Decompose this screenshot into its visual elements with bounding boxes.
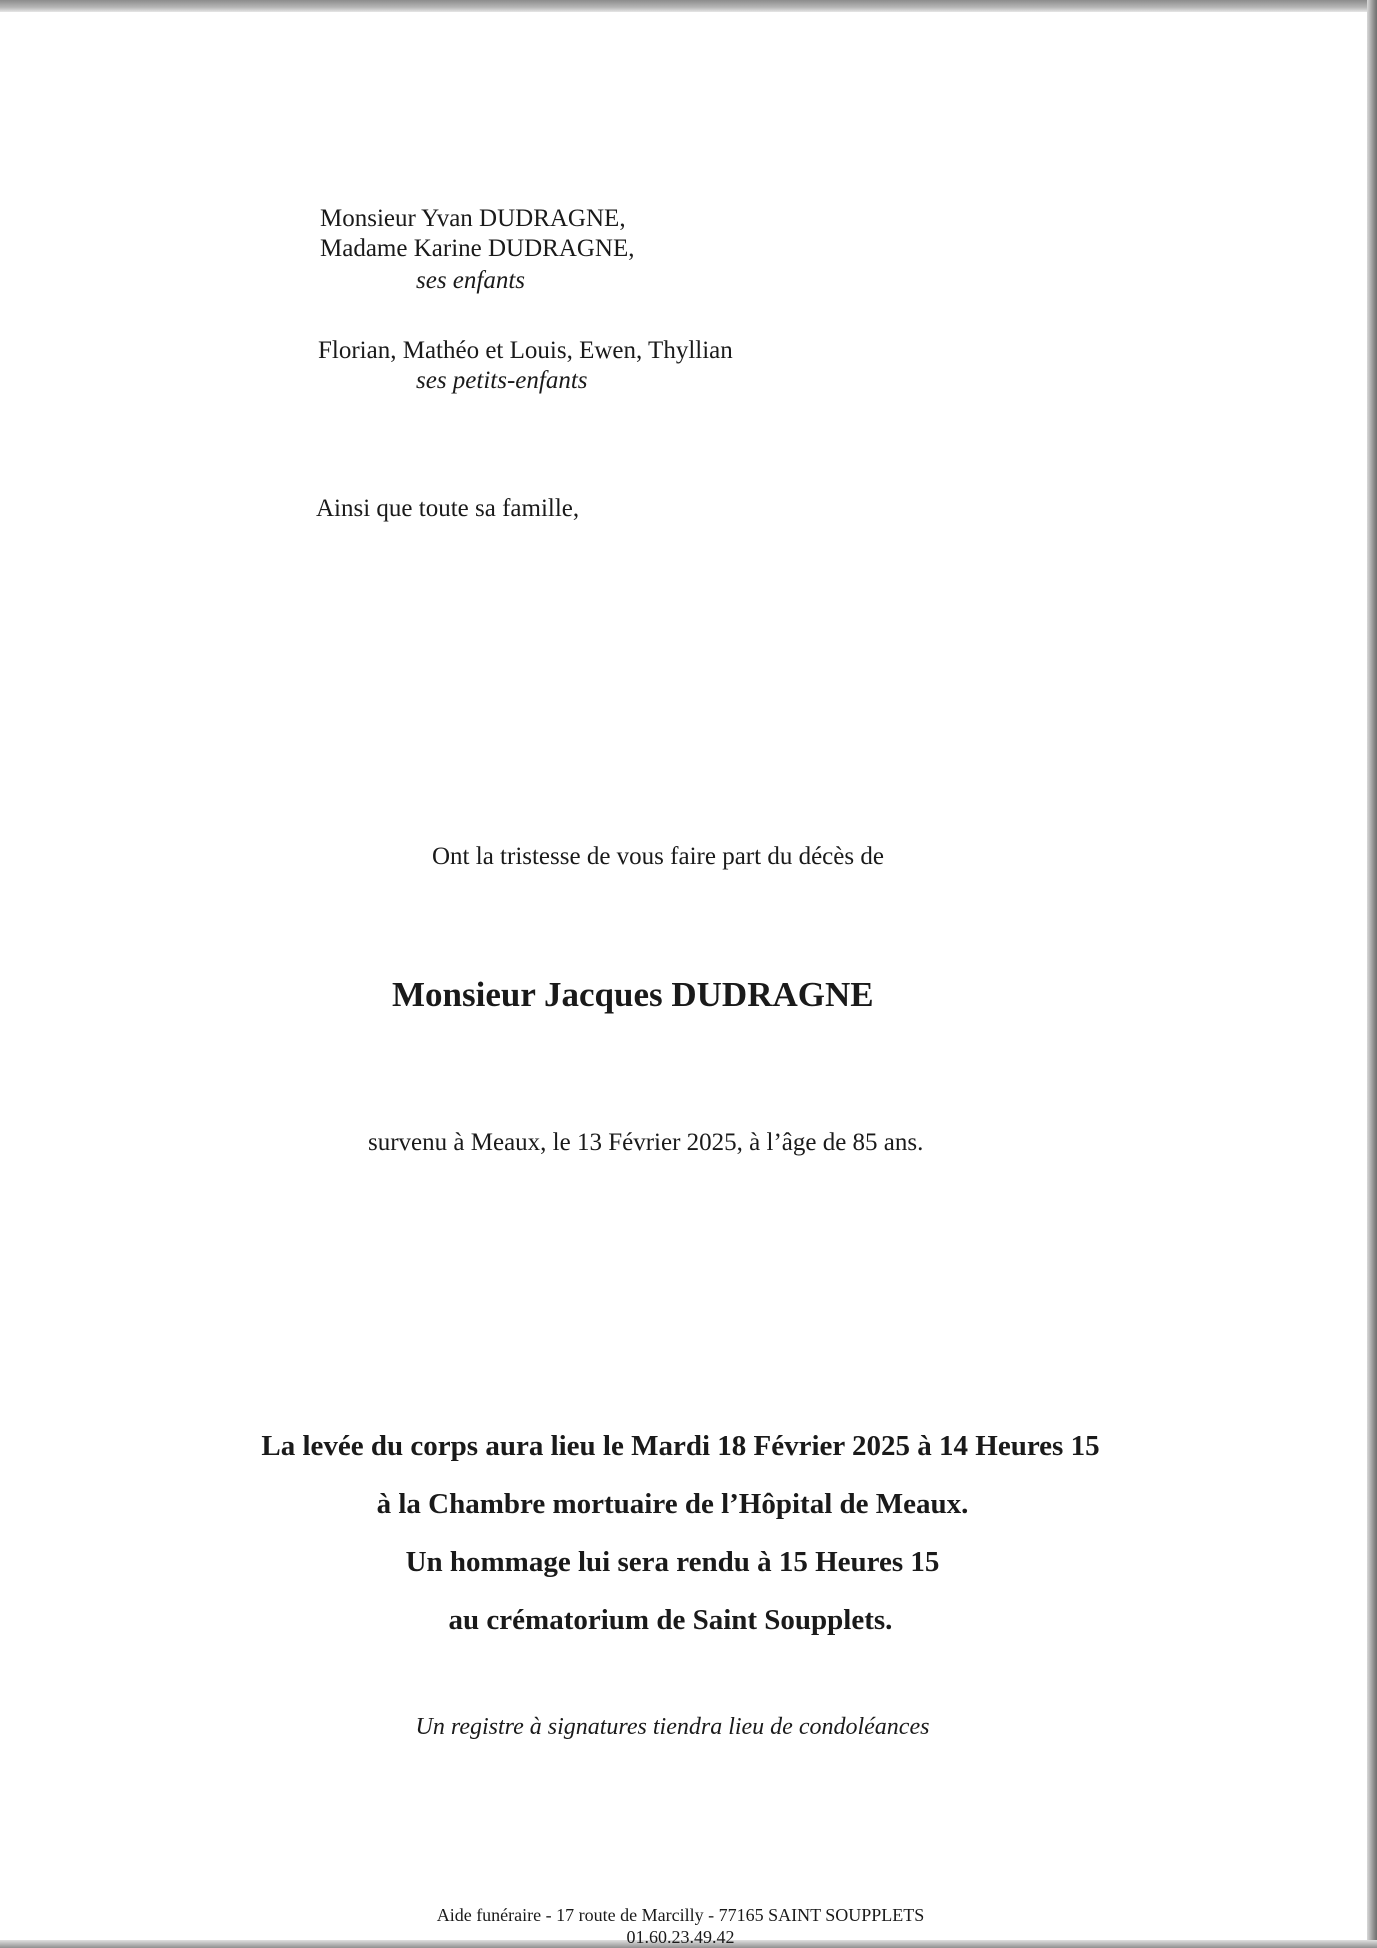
announcement-intro: Ont la tristesse de vous faire part du décès de xyxy=(432,843,884,870)
footer-address: Aide funéraire - 17 route de Marcilly - 77165 SAINT SOUPPLETS xyxy=(436,1905,925,1925)
death-details: survenu à Meaux, le 13 Février 2025, à l’âge de 85 ans. xyxy=(368,1129,924,1156)
ceremony-line-2: à la Chambre mortuaire de l’Hôpital de Meaux. xyxy=(376,1488,969,1520)
ceremony-line-1: La levée du corps aura lieu le Mardi 18 Février 2025 à 14 Heures 15 xyxy=(261,1430,1100,1462)
whole-family-line: Ainsi que toute sa famille, xyxy=(316,495,580,522)
child-name-1: Monsieur Yvan DUDRAGNE, xyxy=(320,205,626,232)
ceremony-line-3: Un hommage lui sera rendu à 15 Heures 15 xyxy=(405,1546,940,1578)
child-name-2: Madame Karine DUDRAGNE, xyxy=(320,235,635,262)
scan-edge-top xyxy=(0,0,1377,12)
grandchildren-names: Florian, Mathéo et Louis, Ewen, Thyllian xyxy=(318,337,733,364)
registry-note: Un registre à signatures tiendra lieu de condoléances xyxy=(415,1714,930,1740)
scan-edge-right xyxy=(1367,0,1377,1948)
footer-phone: 01.60.23.49.42 xyxy=(626,1927,735,1947)
deceased-name: Monsieur Jacques DUDRAGNE xyxy=(392,975,874,1014)
ceremony-line-4: au crématorium de Saint Soupplets. xyxy=(448,1604,893,1636)
children-relation: ses enfants xyxy=(416,267,526,294)
obituary-page xyxy=(0,12,1367,1947)
grandchildren-relation: ses petits-enfants xyxy=(416,367,588,394)
